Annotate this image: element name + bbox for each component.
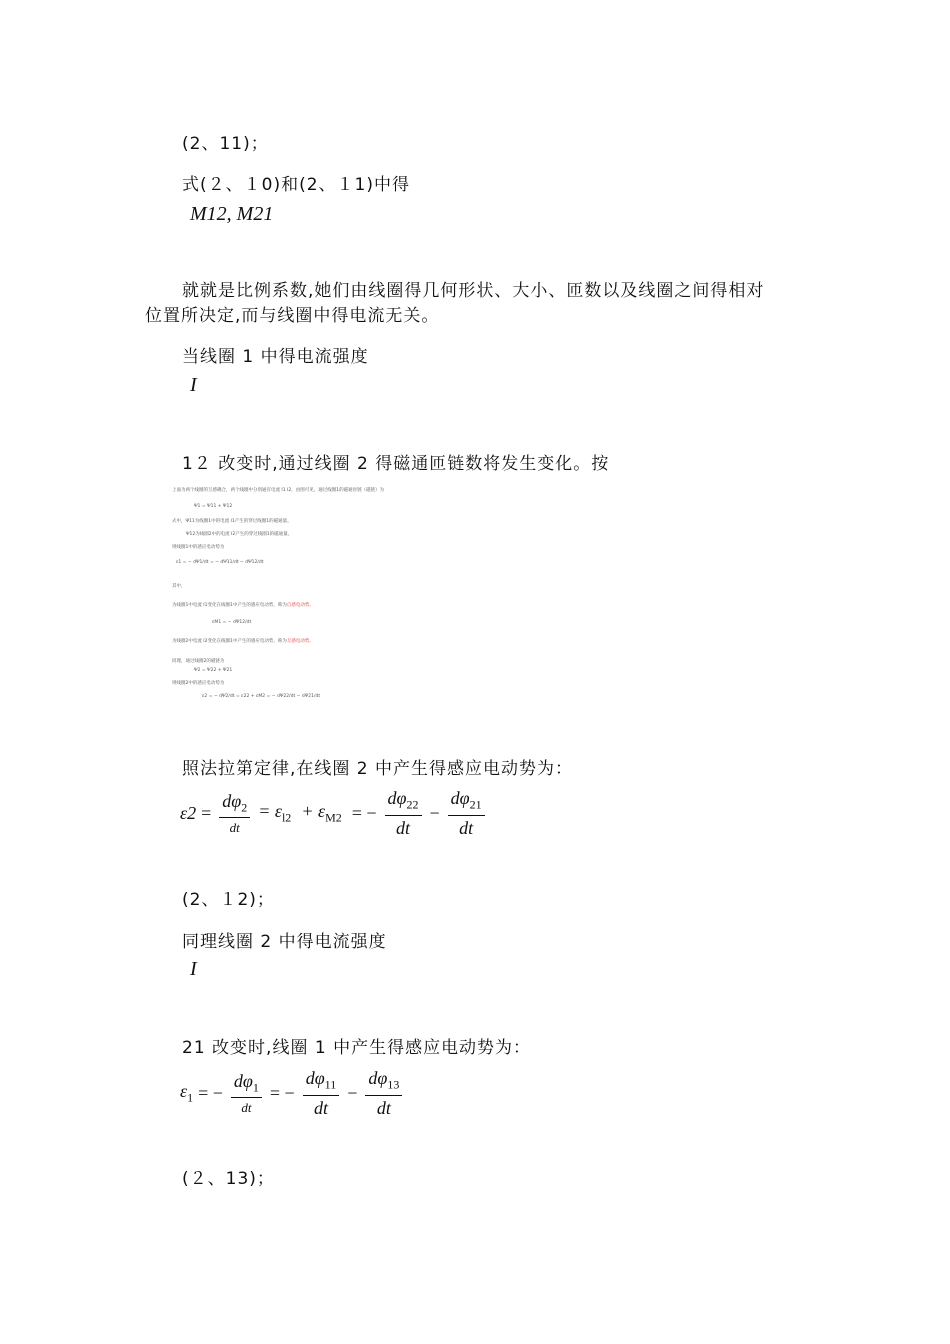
eq-denominator: dt [229, 820, 240, 836]
image-text: 则线圈1中的感应电动势为 [172, 545, 225, 550]
eq-numerator [231, 1071, 262, 1099]
eq-subscript: 11 [324, 1077, 337, 1092]
eq-operator: − [347, 1082, 358, 1103]
eq-symbol: dφ [368, 1068, 388, 1088]
image-text: Ψ2 = Ψ22 + Ψ21 [194, 668, 233, 673]
eq-denominator: dt [376, 1097, 391, 1118]
image-text: εM1 = − dΨ12/dt [212, 620, 252, 625]
eq-symbol: ε [180, 1081, 188, 1101]
image-text [172, 602, 314, 608]
eq-subscript: 21 [469, 797, 482, 812]
text-line: 当线圈 1 中得电流强度 [182, 347, 369, 367]
eq-denominator: dt [396, 817, 411, 838]
image-text-part: 为线圈2中电流 I2变化在线圈1中产生的感应电动势，称为 [172, 639, 287, 644]
math-inline: I [190, 958, 197, 980]
text-line: 就就是比例系数,她们由线圈得几何形状、大小、匝数以及线圈之间得相对 [182, 281, 765, 301]
image-text: Ψ1 = Ψ11 + Ψ12 [194, 504, 233, 509]
eq-symbol: dφ [387, 788, 407, 808]
image-text-highlight: 自感电动势。 [286, 603, 314, 608]
eq-lhs: ε2 [180, 802, 197, 823]
eq-term [258, 801, 291, 826]
math-inline: I [190, 374, 197, 396]
eq-fraction [303, 1068, 340, 1119]
eq-fraction [385, 788, 422, 839]
text-line: 照法拉第定律,在线圈 2 中产生得感应电动势为： [182, 759, 574, 779]
image-text-highlight: 互感电动势。 [286, 639, 314, 644]
eq-numerator [385, 788, 422, 816]
eq-subscript: 22 [406, 797, 419, 812]
image-text: Ψ12为线圈2中的电流 I2产生的穿过线圈1的磁通量。 [186, 532, 293, 537]
equation-emf-coil2 [180, 788, 488, 839]
eq-numerator [365, 1068, 402, 1096]
text-line: (2、11)； [182, 134, 269, 154]
text-line: (2、１2)； [182, 890, 275, 910]
eq-subscript: M2 [325, 810, 342, 825]
eq-symbol: dφ [222, 790, 242, 811]
eq-operator: = [201, 802, 212, 823]
eq-numerator [448, 788, 485, 816]
eq-fraction [448, 788, 485, 839]
eq-symbol: dφ [450, 788, 470, 808]
eq-term [301, 801, 341, 826]
eq-symbol: dφ [305, 1068, 325, 1088]
image-text: ε2 = − dΨ2/dt = ε22 + εM2 = − dΨ22/dt − dΨ21/dt [202, 694, 321, 699]
text-line: 同理线圈 2 中得电流强度 [182, 932, 387, 952]
image-text: 其中， [172, 584, 186, 589]
image-text: 同理，通过线圈2的磁链为 [172, 659, 225, 664]
eq-lhs [180, 1081, 193, 1106]
eq-fraction [219, 791, 250, 837]
text-line: 式(２、１0)和(2、１1)中得 [182, 175, 410, 195]
image-text: ε1 = − dΨ1/dt = − dΨ11/dt − dΨ12/dt [176, 560, 264, 565]
eq-operator: − [429, 802, 440, 823]
text-line: 1２ 改变时,通过线圈 2 得磁通匝链数将发生变化。按 [182, 454, 610, 474]
eq-subscript: l2 [281, 810, 292, 825]
text-line: (２、13)； [182, 1169, 275, 1189]
eq-denominator: dt [459, 817, 474, 838]
eq-subscript: 1 [187, 1090, 194, 1105]
eq-operator: = − [269, 1082, 295, 1103]
eq-subscript: 13 [387, 1077, 400, 1092]
eq-fraction [365, 1068, 402, 1119]
eq-denominator: dt [313, 1097, 328, 1118]
eq-symbol: dφ [233, 1070, 253, 1091]
eq-subscript: 2 [241, 800, 248, 815]
image-text [172, 638, 314, 644]
text-line: 21 改变时,线圈 1 中产生得感应电动势为： [182, 1038, 532, 1058]
eq-fraction [231, 1071, 262, 1117]
image-text: 上面为两个线圈的互感耦合，两个线圈中分别通有电流 I1 I2，由图可见，通过线圈1的磁通匝链（磁链）为 [172, 488, 385, 493]
eq-denominator: dt [241, 1100, 252, 1116]
eq-numerator [219, 791, 250, 819]
eq-symbol: + ε [301, 801, 326, 821]
image-text-part: 为线圈1中电流 I1变化在线圈1中产生的感应电动势，称为 [172, 603, 287, 608]
eq-operator: = − [351, 802, 377, 823]
image-text: 则线圈2中的感应电动势为 [172, 681, 225, 686]
equation-emf-coil1 [180, 1068, 405, 1119]
math-inline: M12, M21 [190, 203, 274, 225]
eq-numerator [303, 1068, 340, 1096]
eq-subscript: 1 [252, 1080, 259, 1095]
image-text: 式中，Ψ11为线圈1中的电流 I1产生的穿过线圈1的磁通量。 [172, 519, 292, 524]
eq-operator: = − [198, 1082, 223, 1103]
embedded-image [172, 482, 385, 712]
eq-symbol: = ε [258, 801, 282, 821]
text-line: 位置所决定,而与线圈中得电流无关。 [145, 306, 440, 326]
